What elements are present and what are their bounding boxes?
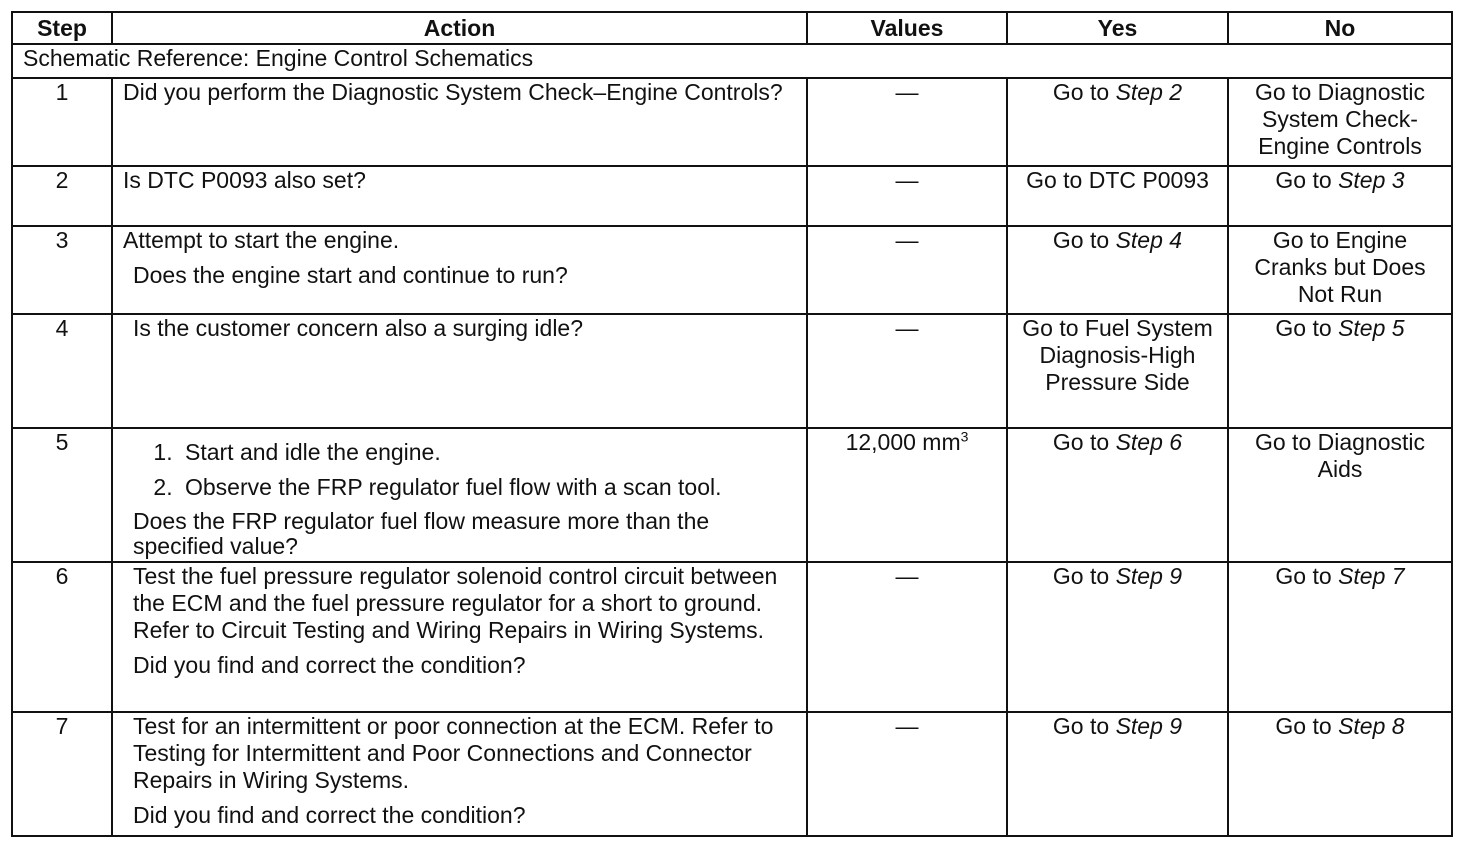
no-link[interactable] [1255, 429, 1425, 482]
values-cell [807, 428, 1007, 562]
yes-text: Go to [1052, 713, 1116, 739]
yes-target: Step 4 [1115, 227, 1183, 253]
yes-link[interactable] [1053, 429, 1182, 455]
values-cell: — [807, 562, 1007, 712]
action-text: Is DTC P0093 also set? [123, 167, 366, 193]
no-cell [1228, 78, 1452, 166]
yes-cell [1007, 226, 1228, 314]
no-link[interactable] [1275, 315, 1404, 341]
action-cell [112, 428, 807, 562]
yes-text: Go to [1052, 429, 1116, 455]
substep-item: 1. Start and idle the engine. [179, 439, 796, 466]
yes-target: Step 9 [1115, 713, 1183, 739]
step-number: 3 [12, 226, 112, 314]
action-question: Does the FRP regulator fuel flow measure more than the specified value? [133, 508, 710, 559]
header-row [12, 12, 1452, 44]
step-number: 1 [12, 78, 112, 166]
yes-text: Go to [1052, 79, 1116, 105]
no-cell [1228, 428, 1452, 562]
no-link[interactable] [1275, 713, 1404, 739]
no-text: Go to [1275, 713, 1339, 739]
values-cell: — [807, 226, 1007, 314]
yes-link[interactable] [1026, 167, 1209, 193]
no-cell [1228, 166, 1452, 226]
no-target: Step 5 [1338, 315, 1405, 341]
no-target: Step 3 [1338, 167, 1405, 193]
action-cell [112, 78, 807, 166]
header-step: Step [12, 12, 112, 44]
schematic-reference-row [12, 44, 1452, 78]
table-row [12, 428, 1452, 562]
step-number: 6 [12, 562, 112, 712]
yes-cell [1007, 428, 1228, 562]
table-row [12, 314, 1452, 428]
substep-item: 2. Observe the FRP regulator fuel flow with a scan tool. [179, 474, 796, 501]
yes-text: Go to [1052, 563, 1116, 589]
no-text: Go to [1275, 315, 1339, 341]
values-cell: — [807, 78, 1007, 166]
no-cell [1228, 562, 1452, 712]
step-number: 7 [12, 712, 112, 836]
schematic-reference: Schematic Reference: Engine Control Schematics [12, 44, 1452, 78]
no-link[interactable] [1254, 227, 1425, 307]
yes-cell [1007, 562, 1228, 712]
yes-cell [1007, 314, 1228, 428]
no-target: Step 7 [1338, 563, 1405, 589]
yes-cell [1007, 78, 1228, 166]
table-row [12, 226, 1452, 314]
action-cell [112, 226, 807, 314]
step-number: 5 [12, 428, 112, 562]
yes-target: Step 6 [1115, 429, 1183, 455]
yes-link[interactable] [1053, 79, 1182, 105]
action-question: Did you find and correct the condition? [133, 802, 526, 828]
action-cell [112, 712, 807, 836]
header-no: No [1228, 12, 1452, 44]
header-action: Action [112, 12, 807, 44]
diagnostic-table-sheet [11, 11, 1453, 837]
action-text: Test for an intermittent or poor connection at the ECM. Refer to Testing for Intermittent and Poor Connections and Connector Repairs in Wiring Systems. [133, 713, 774, 793]
header-yes: Yes [1007, 12, 1228, 44]
yes-link[interactable] [1053, 713, 1182, 739]
no-text: Go to Diagnostic System Check-Engine Controls [1254, 79, 1426, 159]
action-question: Did you find and correct the condition? [133, 652, 526, 678]
yes-target: Step 9 [1115, 563, 1183, 589]
yes-text: Go to DTC P0093 [1026, 167, 1209, 193]
yes-text: Go to Fuel System Diagnosis-High Pressure Side [1022, 315, 1213, 395]
action-question: Does the engine start and continue to run? [133, 262, 568, 288]
action-text: Attempt to start the engine. [123, 227, 400, 253]
action-cell [112, 562, 807, 712]
table-row [12, 712, 1452, 836]
yes-text: Go to [1052, 227, 1116, 253]
no-cell [1228, 314, 1452, 428]
no-text: Go to [1275, 563, 1339, 589]
no-cell [1228, 226, 1452, 314]
no-target: Step 8 [1338, 713, 1405, 739]
diagnostic-table [11, 11, 1453, 837]
step-number: 2 [12, 166, 112, 226]
values-cell: — [807, 166, 1007, 226]
values-cell: — [807, 314, 1007, 428]
no-link[interactable] [1275, 167, 1404, 193]
table-row [12, 562, 1452, 712]
no-link[interactable] [1275, 563, 1404, 589]
action-text: Did you perform the Diagnostic System Check–Engine Controls? [123, 79, 783, 105]
no-text: Go to Engine Cranks but Does Not Run [1254, 227, 1426, 307]
action-text: Is the customer concern also a surging idle? [133, 315, 584, 341]
yes-link[interactable] [1053, 227, 1182, 253]
no-link[interactable] [1255, 79, 1425, 159]
no-text: Go to Diagnostic Aids [1254, 429, 1426, 482]
substep-list [133, 439, 796, 501]
yes-target: Step 2 [1115, 79, 1183, 105]
yes-cell [1007, 166, 1228, 226]
yes-cell [1007, 712, 1228, 836]
yes-link[interactable] [1022, 315, 1212, 395]
table-row [12, 78, 1452, 166]
values-cell: — [807, 712, 1007, 836]
values-text: 12,000 mm [845, 429, 961, 455]
header-values: Values [807, 12, 1007, 44]
no-text: Go to [1275, 167, 1339, 193]
yes-link[interactable] [1053, 563, 1182, 589]
action-text: Test the fuel pressure regulator solenoid control circuit between the ECM and the fuel pressure regulator for a short to ground. Refer to Circuit Testing and Wiring Repairs in Wiring Systems. [133, 563, 778, 643]
table-row [12, 166, 1452, 226]
no-cell [1228, 712, 1452, 836]
values-superscript: 3 [960, 428, 969, 445]
action-cell [112, 314, 807, 428]
action-cell [112, 166, 807, 226]
step-number: 4 [12, 314, 112, 428]
